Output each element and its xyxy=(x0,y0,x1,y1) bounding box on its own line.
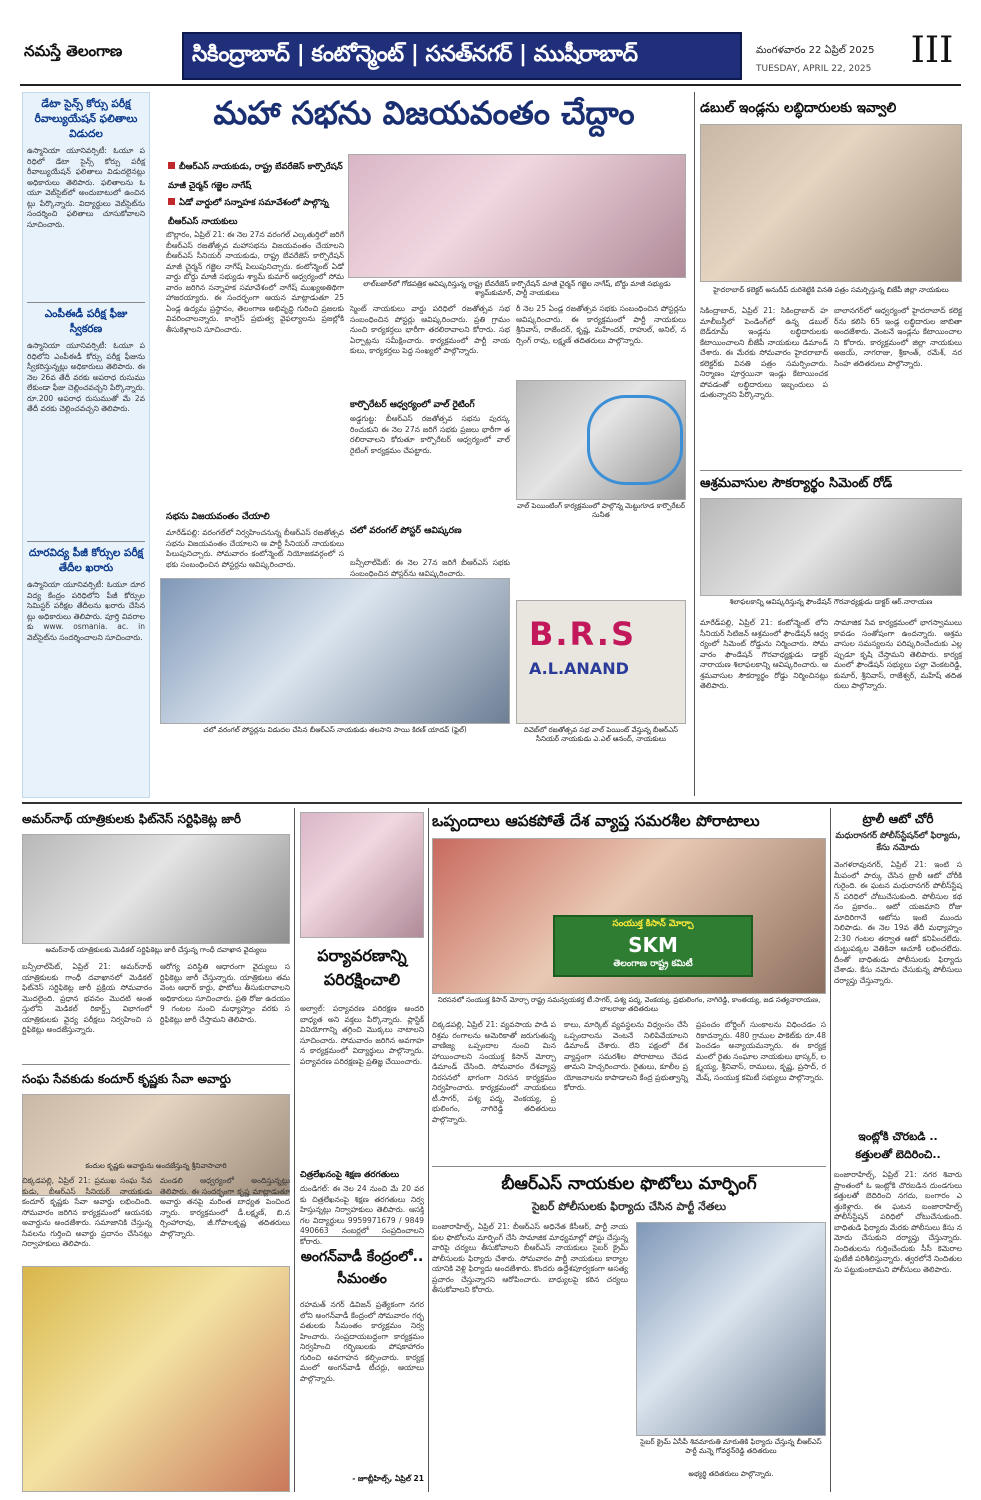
amarnath-col-1: బన్సీలాల్‌పేట్, ఏప్రిల్ 21: అమర్‌నాథ్ యాత్రికులకు గాంధీ దవాఖానలో మెడికల్ ఫిట్‌నెస్ సర్టిఫికెట్ల జారీ ప్రక్రియ సోమవారం మొదలైంది. ప్రధాన భవనం మొదటి అంతస్తులోని మెడికల్ రికార్డ్స్ విభాగంలో యాత్రికులకు వైద్య పరీక్షలు నిర్వహించి సర్టిఫికెట్లు అందజేస్తున్నారు. xyxy=(22,962,152,1034)
trolley-story xyxy=(834,808,962,1492)
brs-wall-photo xyxy=(516,600,686,724)
brs-wall-text: B.R.S xyxy=(529,615,636,653)
environment-story xyxy=(300,808,424,1246)
bullet-1: బీఆర్‌ఎస్ నాయకుడు, రాష్ట్ర బేవరేజెస్ కార్పొరేషన్ మాజీ చైర్మన్ గజ్జెల నాగేష్ xyxy=(168,162,343,191)
trolley-headline: ట్రాలీ ఆటో చోరీ xyxy=(862,812,934,826)
anganwadi-sign: - జూబ్లీహిల్స్, ఏప్రిల్ 21 xyxy=(352,1474,424,1483)
paper-name: నమస్తే తెలంగాణ xyxy=(24,42,123,60)
anganwadi-story xyxy=(300,1240,424,1492)
left-headline-3: దూరవిద్య పీజీ కోర్సుల పరీక్ష తేదీల ఖరారు xyxy=(28,547,144,574)
double-bedroom-col-1: సికింద్రాబాద్, ఏప్రిల్ 21: సికింద్రాబాద్ హమాలీబస్తీలో పెండింగ్‌లో ఉన్న డబుల్ బెడ్‌రూమ్ ఇండ్లను లబ్ధిదారులకు కేటాయించాలని బీజేపీ నాయకులు డిమాండ్ చేశారు. ఈ మేరకు సోమవారం హైదరాబాద్ కలెక్టర్‌కు వినతి పత్రం సమర్పించారు. నిర్మాణం పూర్తయినా ఇండ్లు కేటాయించకపోవడంతో లబ్ధిదారులు ఇబ్బందులు పడుతున్నారని పేర్కొన్నారు. xyxy=(700,306,828,399)
agreement-caption: నిరసనలో సంయుక్త కిసాన్ మోర్చా రాష్ట్ర సమన్వయకర్త టీ.సాగర్, పశ్య పద్మ, వెంకయ్య, ప్రభులింగం, నాగిరెడ్డి, కాంతయ్య, జడ సత్యనారాయణ, బాలరాజు తదితరులు xyxy=(437,996,821,1013)
skm-banner xyxy=(553,915,753,977)
morphing-subhead: సైబర్ పోలీసులకు ఫిర్యాదు చేసిన పార్టీ నేతలు xyxy=(531,1200,727,1213)
agreement-photo xyxy=(432,838,826,994)
agreement-story xyxy=(432,808,826,1162)
morphing-caption: సైబర్ క్రైమ్ ఏసీపీ శివమారుతి మారుతికి ఫిర్యాదు చేస్తున్న బీఆర్‌ఎస్ పార్టీ మన్నె గోవర్ధన్‌రెడ్డి తదితరులు xyxy=(640,1438,822,1455)
anganwadi-headline: అంగన్‌వాడీ కేంద్రంలో.. సీమంతం xyxy=(300,1249,424,1287)
trolley-col-2: బంజారాహిల్స్, ఏప్రిల్ 21: నగర శివారు ప్రాంతంలో ఓ ఇంట్లోకి చొరబడిన దుండగులు కత్తులతో బెదిరించి నగదు, బంగారం ఎత్తుకెళ్లారు. ఈ ఘటన బంజారాహిల్స్ పోలీస్‌స్టేషన్ పరిధిలో చోటుచేసుకుంది. బాధితుడి ఫిర్యాదు మేరకు పోలీసులు కేసు నమోదు చేసుకుని దర్యాప్తు చేస్తున్నారు. నిందితులను గుర్తించేందుకు సీసీ కెమెరాల ఫుటేజీ పరిశీలిస్తున్నారు. త్వరలోనే నిందితులను పట్టుకుంటామని పోలీసులు తెలిపారు. xyxy=(834,1170,962,1274)
main-col-1: బొల్లారం, ఏప్రిల్ 21: ఈ నెల 27న వరంగల్ ఎల్కతుర్తిలో జరిగే బీఆర్‌ఎస్ రజతోత్సవ మహాసభను విజయవంతం చేయాలని బీఆర్‌ఎస్ సీనియర్ నాయకుడు, రాష్ట్ర బేవరేజెస్ కార్పొరేషన్ మాజీ చైర్మన్ గజ్జెల నాగేష్ పిలుపునిచ్చారు. కంటోన్మెంట్ ఏడో వార్డు బోర్డు మాజీ సభ్యుడు శ్యామ్ కుమార్ ఆధ్వర్యంలో సోమవారం జరిగిన సన్నాహక సమావేశంలో నాగేష్ ముఖ్యఅతిథిగా హాజరయ్యారు. ఈ సందర్భంగా ఆయన మాట్లాడుతూ 25 ఏండ్ల ఉద్యమ ప్రస్థానం, తెలంగాణ అభివృద్ధి గురించి ప్రజలకు వివరించాలన్నారు. కాంగ్రెస్ ప్రభుత్వ వైఫల్యాలను ప్రజల్లోకి తీసుకెళ్లాలని సూచించారు. xyxy=(166,230,344,334)
ashram-col-1: మారేడ్‌పల్లి, ఏప్రిల్ 21: కంటోన్మెంట్ లోని సీనియర్ సిటిజన్ ఆశ్రమంలో ఫౌండేషన్ ఆధ్వర్యంలో సిమెంట్ రోడ్డును నిర్మించారు. సోమవారం ఫౌండేషన్ గౌరవాధ్యక్షుడు డాక్టర్ నారాయణ శిలాఫలకాన్ని ఆవిష్కరించారు. ఆశ్రమవాసుల సౌకర్యార్థం రోడ్డు నిర్మించినట్లు తెలిపారు. xyxy=(700,618,828,690)
agreement-headline: ఒప్పందాలు ఆపకపోతే దేశ వ్యాప్త సమరశీల పోరాటాలు xyxy=(432,812,760,830)
amarnath-headline: అమర్‌నాథ్ యాత్రికులకు ఫిట్‌నెస్ సర్టిఫికెట్ల జారీ xyxy=(22,812,241,826)
bullet-icon xyxy=(168,162,175,169)
trolley-headline-2a: ఇంట్లోకి చొరబడి .. xyxy=(858,1130,938,1143)
amarnath-col-2: ఆరోగ్య పరిస్థితి ఆధారంగా వైద్యులు సర్టిఫికెట్లు జారీ చేస్తున్నారు. యాత్రికులు తమ వెంట ఆధార్ కార్డు, ఫొటోలు తీసుకురావాలని అధికారులు సూచించారు. ప్రతి రోజు ఉదయం 9 గంటల నుంచి మధ్యాహ్నం వరకు సర్టిఫికెట్లు జారీ చేస్తామని తెలిపారు. xyxy=(160,962,290,1024)
sangha-caption: కందుల కృష్ణకు అవార్డును అందజేస్తున్న శ్రీనివాసాచారి xyxy=(85,1162,227,1170)
date-telugu: మంగళవారం 22 ఏప్రిల్ 2025 xyxy=(756,45,875,56)
poster-caption: చలో వరంగల్ పోస్టర్లను విడుదల చేసిన బీఆర్‌ఎస్ నాయకుడు తలసాని సాయి కిరణ్ యాదవ్ (ఫైల్) xyxy=(203,726,467,734)
amarnath-photo xyxy=(22,834,290,944)
amarnath-caption: అమర్‌నాథ్ యాత్రికులకు మెడికల్ సర్టిఫికెట్లు జారీ చేస్తున్న గాంధీ దవాఖాన వైద్యులు xyxy=(45,946,267,954)
anganwadi-col-1: రహమత్ నగర్ డివిజన్ ప్రత్యేకంగా నగర లోని అంగన్‌వాడీ కేంద్రంలో సోమవారం గర్భవతులకు సీమంతం కార్యక్రమం నిర్వహించారు. సంప్రదాయబద్ధంగా కార్యక్రమం నిర్వహించి గర్భిణులకు పోషకాహారం గురించి అవగాహన కల్పించారు. కార్యక్రమంలో అంగన్‌వాడీ టీచర్లు, ఆయాలు పాల్గొన్నారు. xyxy=(300,1300,424,1383)
environment-col-2: దుండిగల్: ఈ నెల 24 నుంచి మే 20 వరకు చిత్రలేఖనంపై శిక్షణ తరగతులు నిర్వహిస్తున్నట్లు నిర్వాహకులు తెలిపారు. ఆసక్తి గల విద్యార్థులు 9959971679 / 9849490663 నంబర్లలో సంప్రదించాలని కోరారు. xyxy=(300,1184,424,1246)
morphing-col-2: అభ్యర్థి తదితరులు పాల్గొన్నారు. xyxy=(688,1470,774,1478)
bullet-2: ఏడో వార్డులో సన్నాహక సమావేశంలో పాల్గొన్న బీఆర్‌ఎస్ నాయకులు xyxy=(168,198,329,227)
double-bedroom-col-2: బాలానగర్‌లో ఆధ్వర్యంలో హైదరాబాద్ కలెక్టర్‌ను కలిసి 65 ఇండ్ల లబ్ధిదారుల జాబితా అందజేశారు. వెంటనే ఇండ్లను కేటాయించాలని కోరారు. కార్యక్రమంలో జిల్లా నాయకులు అజయ్, నాగరాజు, శ్రీకాంత్, రమేశ్, నరసింహ తదితరులు పాల్గొన్నారు. xyxy=(834,306,962,368)
environment-col-1: అల్వాల్: పర్యావరణ పరిరక్షణ అందరి బాధ్యత అని వక్తలు పేర్కొన్నారు. ప్లాస్టిక్ వినియోగాన్ని తగ్గించి మొక్కలు నాటాలని సూచించారు. సోమవారం జరిగిన అవగాహన కార్యక్రమంలో విద్యార్థులు పాల్గొన్నారు. పర్యావరణ పరిరక్షణపై ప్రతిజ్ఞ చేయించారు. xyxy=(300,1004,424,1066)
sangha-story xyxy=(22,1068,290,1168)
sangha-col-2: మండలి ఆధ్వర్యంలో అందిస్తున్నట్లు తెలిపారు. ఈ సందర్భంగా కృష్ణ మాట్లాడుతూ అవార్డు తనపై మరింత బాధ్యత పెంచిందన్నారు. కార్యక్రమంలో డీ.లక్ష్మణ్, బి.నర్సింహారావు, జీ.గోపాలకృష్ణ తదితరులు పాల్గొన్నారు. xyxy=(160,1176,290,1238)
main-sub-3: చలో వరంగల్ పోస్టర్ ఆవిష్కరణ xyxy=(350,526,462,536)
environment-headline: పర్యావరణాన్ని పరిరక్షించాలి xyxy=(317,946,407,989)
morphing-col-1: బంజారాహిల్స్, ఏప్రిల్ 21: బీఆర్‌ఎస్ అధినేత కేసీఆర్, పార్టీ నాయకుల ఫొటోలను మార్ఫింగ్ చేసి సామాజిక మాధ్యమాల్లో పోస్టు చేస్తున్న వారిపై చర్యలు తీసుకోవాలని బీఆర్‌ఎస్ నాయకులు సైబర్ క్రైమ్ పోలీసులకు ఫిర్యాదు చేశారు. సోమవారం పార్టీ నాయకులు కార్యాలయానికి వెళ్లి ఫిర్యాదు అందజేశారు. కొందరు ఉద్దేశపూర్వకంగా అసత్య ప్రచారం చేస్తున్నారని ఆరోపించారు. బాధ్యులపై కఠిన చర్యలు తీసుకోవాలని కోరారు. xyxy=(432,1222,628,1294)
brs-wall-caption: దివెబ్‌లో రజతోత్సవ సభ వాల్ పెయింట్ వేస్తున్న బీఆర్‌ఎస్ సీనియర్ నాయకుడు ఎ.ఎల్ ఆనంద్, నాయకులు xyxy=(523,726,679,743)
wall-photo xyxy=(516,380,686,500)
main-col-2: మారేడ్‌పల్లి: వరంగల్‌లో నిర్వహించనున్న బీఆర్‌ఎస్ రజతోత్సవ సభను విజయవంతం చేయాలని ఆ పార్టీ సీనియర్ నాయకులు పిలుపునిచ్చారు. సోమవారం కంటోన్మెంట్ నియోజకవర్గంలో సభకు సంబంధించిన పోస్టర్లను ఆవిష్కరించారు. xyxy=(166,528,344,569)
morphing-photo xyxy=(636,1222,826,1436)
environment-sub: చిత్రలేఖనంపై శిక్షణ తరగతులు xyxy=(300,1170,400,1180)
main-col-3b: అడ్డగుట్ట: బీఆర్‌ఎస్ రజతోత్సవ సభను పురస్కరించుకుని ఈ నెల 27న జరిగే సభకు ప్రజలు భారీగా తరలిరావాలని కోరుతూ కార్పొరేటర్ ఆధ్వర్యంలో వాల్ రైటింగ్ కార్యక్రమం చేపట్టారు. xyxy=(350,414,510,455)
morphing-story xyxy=(432,1170,826,1492)
left-para-1: ఉస్మానియా యూనివర్సిటీ: ఓయూ పరిధిలో డేటా సైన్స్ కోర్సు పరీక్ష రీవాల్యుయేషన్ ఫలితాలు విడుదలైనట్లు అధికారులు తెలిపారు. ఫలితాలను ఓయూ వెబ్‌సైట్‌లో అందుబాటులో ఉంచినట్లు పేర్కొన్నారు. విద్యార్థులు వెబ్‌సైట్‌ను సందర్శించి ఫలితాలు చూసుకోవాలని సూచించారు. xyxy=(27,146,145,229)
ashram-story xyxy=(700,472,962,798)
left-para-3: ఉస్మానియా యూనివర్సిటీ: ఓయూ దూరవిద్య కేంద్రం పరిధిలోని పీజీ కోర్సుల సెమిస్టర్ పరీక్షల తేదీలను ఖరారు చేసినట్లు అధికారులు తెలిపారు. పూర్తి వివరాలకు www. osmania. ac. in వెబ్‌సైట్‌ను సందర్శించాలని సూచించారు. xyxy=(27,580,145,642)
double-bedroom-headline: డబుల్ ఇండ్లను లబ్ధిదారులకు ఇవ్వాలి xyxy=(700,100,897,116)
trolley-subhead: మధురానగర్ పోలీస్‌స్టేషన్‌లో ఫిర్యాదు, కేసు నమోదు xyxy=(835,831,961,853)
ashram-headline: ఆశ్రమవాసుల సౌకర్యార్థం సిమెంట్ రోడ్ xyxy=(700,476,893,491)
agreement-col-2: కాలు, మార్కెట్ వ్యవస్థలను విధ్వంసం చేసే ఒప్పందాలను వెంటనే నిలిపివేయాలని డిమాండ్ చేశారు. లేని పక్షంలో దేశవ్యాప్తంగా సమరశీల పోరాటాలు చేపడతామని హెచ్చరించారు. రైతులు, కూలీల ప్రయోజనాలను కాపాడాలని కేంద్ర ప్రభుత్వాన్ని కోరారు. xyxy=(564,1020,688,1092)
double-bedroom-caption: హైదరాబాద్ కలెక్టర్ అనుదీప్ దురిశెట్టికి వినతి పత్రం సమర్పిస్తున్న బిజేపీ జిల్లా నాయకులు xyxy=(713,286,949,294)
section-title-bar xyxy=(182,32,742,80)
trolley-headline-2b: కత్తులతో బెదిరించి.. xyxy=(855,1148,941,1161)
double-bedroom-photo xyxy=(700,124,962,282)
agreement-col-1: చిక్కడపల్లి, ఏప్రిల్ 21: వ్యవసాయ పాడి పరిశ్రమ రంగాలను అమెరికాతో జరుగుతున్న వాణిజ్య ఒప్పందాల నుంచి మినహాయించాలని సంయుక్త కిసాన్ మోర్చా డిమాండ్ చేసింది. సోమవారం దేశవ్యాప్త నిరసనలో భాగంగా నిరసన కార్యక్రమం నిర్వహించారు. కార్యక్రమంలో నాయకులు టీ.సాగర్, పశ్య పద్మ, వెంకయ్య, ప్రభులింగం, నాగిరెడ్డి తదితరులు పాల్గొన్నారు. xyxy=(432,1020,556,1124)
ashram-col-2: సామాజిక సేవ కార్యక్రమంలో భాగస్వాములు కావడం సంతోషంగా ఉందన్నారు. ఆశ్రమవాసుల సమస్యలను పరిష్కరించేందుకు ఎల్లప్పుడూ కృషి చేస్తామని తెలిపారు. కార్యక్రమంలో ఫౌండేషన్ సభ్యులు పల్లా వెంకటరెడ్డి, కుమార్, శ్రీనివాస్, రాజేశ్వర్, మహేష్ తదితరులు పాల్గొన్నారు. xyxy=(834,618,962,690)
main-photo-caption: లాల్‌బజార్‌లో గోడపత్రిక ఆవిష్కరిస్తున్న రాష్ట్ర బేవరేజెస్ కార్పొరేషన్ మాజీ చైర్మన్ గజ్జెల నాగేష్, బోర్డు మాజీ సభ్యుడు శ్యామ్‌కుమార్, పార్టీ నాయకులు xyxy=(363,280,671,297)
morphing-headline: బీఆర్‌ఎస్ నాయకుల ఫొటోలు మార్ఫింగ్ xyxy=(501,1174,757,1194)
wall-lettering xyxy=(587,395,683,485)
poster-photo xyxy=(160,578,510,724)
main-col-3: స్మెంట్ నాయకులు వార్డు పరిధిలో రజతోత్సవ సభ సంబంధించిన పోస్టర్లు ఆవిష్కరించారు. ప్రతి గ్రామం నుంచి కార్యకర్తలు భారీగా తరలిరావాలని కోరారు. సభ ఏర్పాట్లను సమీక్షించారు. కార్యక్రమంలో పార్టీ నాయకులు, కార్యకర్తలు పెద్ద సంఖ్యలో పాల్గొన్నారు. xyxy=(350,304,510,355)
main-sub-1: సభను విజయవంతం చేయాలి xyxy=(166,512,270,522)
sangha-headline: సంఘ సేవకుడు కందూర్ కృష్ణకు సేవా అవార్డు xyxy=(22,1072,231,1086)
main-col-4: రీ నెల 25 ఏండ్ల రజతోత్సవ సభకు సంబంధించిన పోస్టర్లను ఆవిష్కరించారు. ఈ కార్యక్రమంలో పార్టీ నాయకులు శ్రీనివాస్, రాజేందర్, కృష్ణ, మహేందర్, రాహుల్, అనిల్, నర్సింగ్ రావు, లక్ష్మణ్ తదితరులు పాల్గొన్నారు. xyxy=(516,304,686,345)
section-title: సికింద్రాబాద్ | కంటోన్మెంట్ | సనత్‌నగర్ | ముషీరాబాద్ xyxy=(192,42,638,67)
double-bedroom-story xyxy=(700,92,962,472)
brs-wall-text-2: A.L.ANAND xyxy=(529,659,629,678)
skm-banner-line-1: సంయుక్త కిసాన్ మోర్చా xyxy=(612,919,694,929)
skm-banner-line-3: తెలంగాణ రాష్ట్ర కమిటీ xyxy=(613,959,693,969)
ashram-photo xyxy=(700,498,962,596)
masthead xyxy=(0,0,981,84)
main-photo xyxy=(348,154,686,278)
left-headline-1: డేటా సైన్స్ కోర్సు పరీక్ష రీవాల్యుయేషన్ ఫలితాలు విడుదల xyxy=(34,98,138,140)
agreement-col-3: ప్రపంచం బోర్డింగ్ సుంకాలను విధించడం సరికాదన్నారు. 480 గ్రాముల పాకెట్‌కు రూ.48 పెంచడం అన్యాయమన్నారు. ఈ కార్యక్రమంలో రైతు సంఘాల నాయకులు భాస్కర్, లక్ష్మయ్య, శ్రీనివాస్, రాములు, కృష్ణ, ప్రసాద్, రమేష్, సంయుక్త కమిటీ సభ్యులు పాల్గొన్నారు. xyxy=(696,1020,826,1082)
skm-banner-line-2: SKM xyxy=(628,933,678,957)
wall-caption: వాల్ పెయింటింగ్ కార్యక్రమంలో పాల్గొన్న మెట్టుగూడ కార్పొరేటర్ సునీత xyxy=(516,502,686,519)
main-story xyxy=(160,92,688,798)
trolley-col-1: వెంగళరావునగర్, ఏప్రిల్ 21: ఇంటి సమీపంలో పార్కు చేసిన ట్రాలీ ఆటో చోరీకి గురైంది. ఈ ఘటన మధురానగర్ పోలీస్‌స్టేషన్ పరిధిలో చోటుచేసుకుంది. పోలీసుల కథనం ప్రకారం.. ఆటో యజమాని రోజు మాదిరిగానే ఆటోను ఇంటి ముందు నిలిపాడు. ఈ నెల 19వ తేదీ మధ్యాహ్నం 2:30 గంటల తర్వాత ఆటో కనిపించలేదు. చుట్టుపక్కల వెతికినా ఆచూకీ లభించలేదు. దీంతో బాధితుడు పోలీసులకు ఫిర్యాదు చేశాడు. కేసు నమోదు చేసుకున్న పోలీసులు దర్యాప్తు చేస్తున్నారు. xyxy=(834,860,962,985)
left-para-2: ఉస్మానియా యూనివర్సిటీ: ఓయూ పరిధిలోని ఎంపీఈడీ కోర్సు పరీక్ష ఫీజును స్వీకరిస్తున్నట్లు అధికారులు తెలిపారు. ఈ నెల 26వ తేదీ వరకు అపరాధ రుసుము లేకుండా ఫీజు చెల్లించవచ్చని పేర్కొన్నారు. రూ.200 అపరాధ రుసుముతో మే 2వ తేదీ వరకు చెల్లించవచ్చని తెలిపారు. xyxy=(27,341,145,413)
left-headline-2: ఎంపీఈడీ పరీక్ష ఫీజు స్వీకరణ xyxy=(44,308,128,335)
main-headline: మహా సభను విజయవంతం చేద్దాం xyxy=(213,94,635,132)
date-english: TUESDAY, APRIL 22, 2025 xyxy=(756,64,872,74)
left-column xyxy=(22,92,150,798)
ashram-caption: శిలాఫలకాన్ని ఆవిష్కరిస్తున్న ఫౌండేషన్ గౌరవాధ్యక్షుడు డాక్టర్ ఆర్.నారాయణ xyxy=(729,598,933,606)
main-col-3c: బన్సీలాల్‌పేట్: ఈ నెల 27న జరిగే బీఆర్‌ఎస్ సభకు సంబంధించిన పోస్టర్‌ను ఆవిష్కరించారు. xyxy=(350,558,510,578)
environment-photo xyxy=(300,812,424,938)
main-sub-2: కార్పొరేటర్ ఆధ్వర్యంలో వాల్ రైటింగ్ xyxy=(350,400,475,410)
sangha-col-1: చిక్కడపల్లి, ఏప్రిల్ 21: ప్రముఖ సంఘ సేవకుడు, బీఆర్‌ఎస్ సీనియర్ నాయకుడు కందూర్ కృష్ణకు సేవా అవార్డు లభించింది. సోమవారం జరిగిన కార్యక్రమంలో ఆయనకు అవార్డును అందజేశారు. సమాజానికి చేస్తున్న సేవలను గుర్తించి అవార్డు ప్రదానం చేసినట్లు నిర్వాహకులు తెలిపారు. xyxy=(22,1176,152,1248)
page-number: III xyxy=(910,30,954,71)
seemantham-photo xyxy=(22,1266,290,1492)
bullet-icon xyxy=(168,198,175,205)
